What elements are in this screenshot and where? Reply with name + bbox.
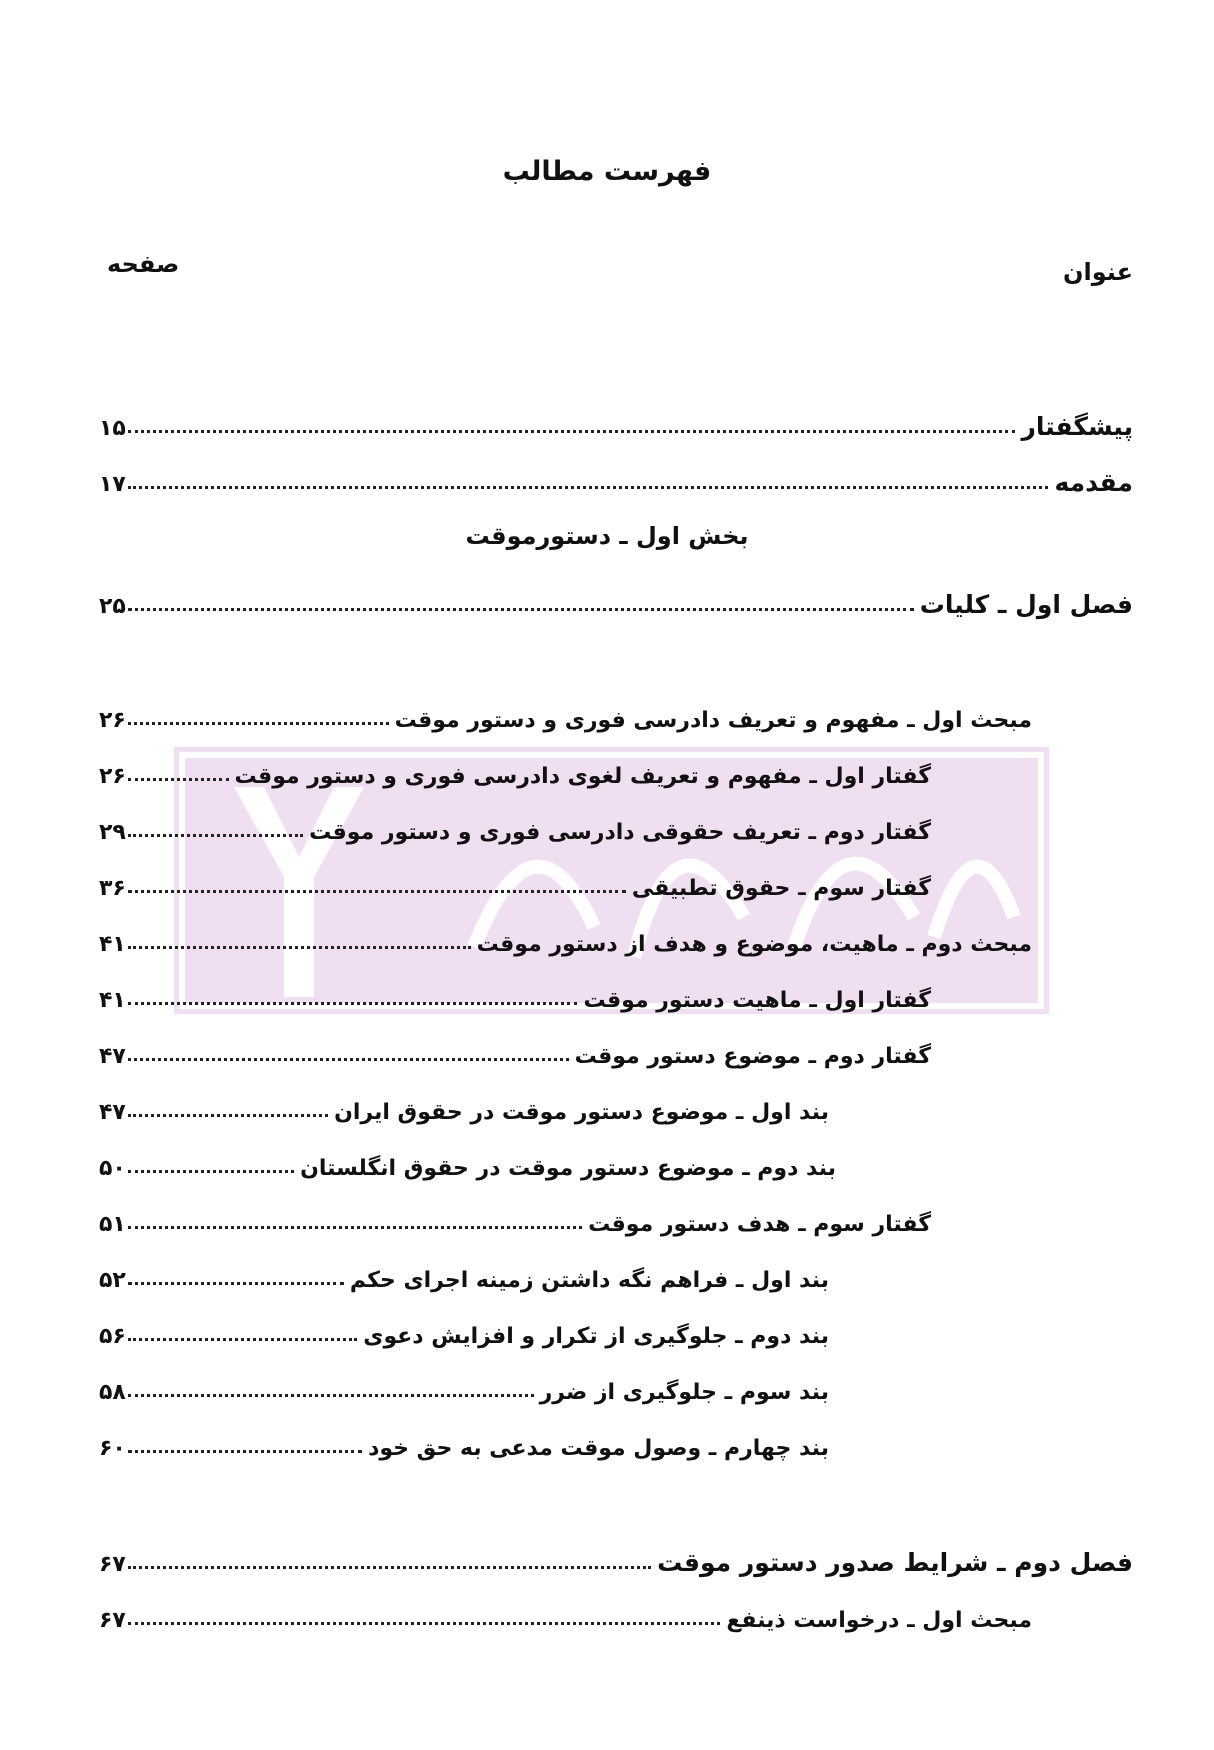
- toc-entry-title: بند دوم ـ جلوگیری از تکرار و افزایش دعوی: [363, 1324, 829, 1349]
- toc-entry[interactable]: [99, 921, 1032, 957]
- toc-entry-page: ۵۲: [99, 1268, 126, 1293]
- dot-leader: [128, 1170, 294, 1173]
- toc-entry-title: مقدمه: [1054, 468, 1133, 497]
- toc-entry-page: ۲۶: [99, 708, 126, 733]
- toc-entry[interactable]: [99, 1145, 836, 1181]
- toc-entry-page: ۴۱: [99, 932, 126, 957]
- toc-entry[interactable]: [99, 809, 931, 845]
- toc-entry-title: پیشگفتار: [1021, 412, 1133, 441]
- toc-entry-title: فصل دوم ـ شرایط صدور دستور موقت: [657, 1548, 1133, 1577]
- toc-entry[interactable]: [99, 865, 931, 901]
- toc-entry-page: ۲۹: [99, 820, 126, 845]
- toc-entry-page: ۶۰: [99, 1436, 126, 1461]
- toc-entry-page: ۶۷: [99, 1552, 126, 1577]
- toc-entry-title: فصل اول ـ کلیات: [919, 590, 1133, 619]
- dot-leader: [128, 608, 914, 611]
- toc-entry[interactable]: [99, 1089, 829, 1125]
- toc-entry-title: گفتار سوم ـ حقوق تطبیقی: [631, 876, 931, 901]
- toc-entry[interactable]: [99, 697, 1032, 733]
- page-title: فهرست مطالب: [502, 156, 712, 187]
- dot-leader: [128, 1450, 362, 1453]
- dot-leader: [128, 1338, 357, 1341]
- toc-entry-page: ۳۶: [99, 876, 126, 901]
- dot-leader: [128, 486, 1049, 489]
- toc-entry[interactable]: [99, 1257, 829, 1293]
- toc-entry-title: مبحث اول ـ مفهوم و تعریف دادرسی فوری و دستور موقت: [394, 708, 1032, 733]
- toc-entry-page: ۱۷: [99, 472, 126, 497]
- toc-entry-page: ۴۱: [99, 988, 126, 1013]
- toc-entry-page: ۵۸: [99, 1380, 126, 1405]
- toc-entry[interactable]: [99, 977, 931, 1013]
- toc-entry[interactable]: [99, 1369, 829, 1405]
- dot-leader: [128, 1002, 578, 1005]
- toc-entry-title: بند دوم ـ موضوع دستور موقت در حقوق انگلستان: [300, 1156, 836, 1181]
- dot-leader: [128, 1058, 569, 1061]
- toc-entry[interactable]: [99, 1541, 1133, 1577]
- dot-leader: [128, 1622, 720, 1625]
- toc-entry-page: ۶۷: [99, 1608, 126, 1633]
- dot-leader: [128, 1226, 582, 1229]
- toc-entry[interactable]: [99, 1033, 931, 1069]
- toc-entry[interactable]: [99, 1425, 829, 1461]
- toc-entry-page: ۴۷: [99, 1100, 126, 1125]
- toc-entry-page: ۵۶: [99, 1324, 126, 1349]
- toc-entry-page: ۵۰: [99, 1156, 126, 1181]
- toc-entry[interactable]: [99, 405, 1133, 441]
- section-heading: بخش اول ـ دستورموقت: [465, 522, 749, 550]
- toc-entry[interactable]: [99, 461, 1133, 497]
- toc-entry-page: ۵۱: [99, 1212, 126, 1237]
- toc-entry-page: ۲۶: [99, 764, 126, 789]
- dot-leader: [128, 1566, 651, 1569]
- toc-entry-title: گفتار دوم ـ موضوع دستور موقت: [574, 1044, 931, 1069]
- dot-leader: [128, 834, 303, 837]
- toc-entry-page: ۴۷: [99, 1044, 126, 1069]
- dot-leader: [128, 430, 1016, 433]
- toc-entry-title: گفتار دوم ـ تعریف حقوقی دادرسی فوری و دستور موقت: [309, 820, 931, 845]
- toc-entry-title: گفتار اول ـ ماهیت دستور موقت: [583, 988, 931, 1013]
- toc-entry[interactable]: [99, 753, 931, 789]
- toc-entry[interactable]: [99, 1313, 829, 1349]
- toc-entry[interactable]: [99, 583, 1133, 619]
- column-header-page: صفحه: [107, 250, 180, 278]
- dot-leader: [128, 946, 471, 949]
- toc-entry-title: بند اول ـ فراهم نگه داشتن زمینه اجرای حکم: [349, 1268, 829, 1293]
- dot-leader: [128, 778, 229, 781]
- toc-entry-title: گفتار سوم ـ هدف دستور موقت: [588, 1212, 931, 1237]
- toc-entry-title: مبحث اول ـ درخواست ذینفع: [726, 1608, 1032, 1633]
- dot-leader: [128, 890, 626, 893]
- toc-entry-title: بند چهارم ـ وصول موقت مدعی به حق خود: [368, 1436, 829, 1461]
- toc-entry[interactable]: [99, 1597, 1032, 1633]
- toc-entry-title: مبحث دوم ـ ماهیت، موضوع و هدف از دستور موقت: [476, 932, 1032, 957]
- dot-leader: [128, 722, 389, 725]
- column-header-title: عنوان: [1063, 258, 1133, 286]
- dot-leader: [128, 1282, 344, 1285]
- toc-entry-title: بند سوم ـ جلوگیری از ضرر: [539, 1380, 829, 1405]
- toc-entry-page: ۲۵: [99, 594, 126, 619]
- toc-entry-page: ۱۵: [99, 416, 126, 441]
- toc-entry-title: گفتار اول ـ مفهوم و تعریف لغوی دادرسی فوری و دستور موقت: [234, 764, 931, 789]
- toc-entry-title: بند اول ـ موضوع دستور موقت در حقوق ایران: [334, 1100, 829, 1125]
- toc-entry[interactable]: [99, 1201, 931, 1237]
- dot-leader: [128, 1394, 534, 1397]
- dot-leader: [128, 1114, 328, 1117]
